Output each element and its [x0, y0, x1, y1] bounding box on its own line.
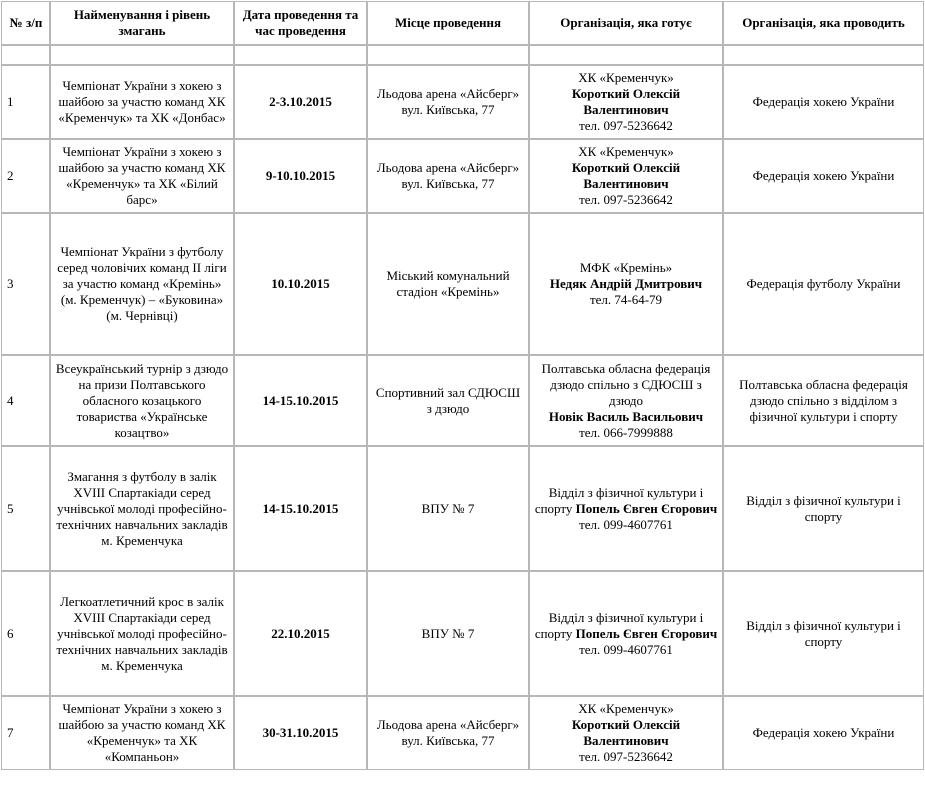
row-org: Федерація хокею України [723, 696, 924, 770]
spacer-cell [367, 45, 529, 65]
spacer-cell [529, 45, 723, 65]
row-org: Відділ з фізичної культури і спорту [723, 571, 924, 696]
row-place: Льодова арена «Айсберг» вул. Київська, 77 [367, 696, 529, 770]
events-table [1, 1, 924, 770]
prep-phone: тел. 066-7999888 [579, 424, 673, 440]
prep-org: МФК «Кремінь» [579, 260, 673, 275]
prep-contact: Недяк Андрій Дмитрович [549, 276, 703, 291]
row-place: Льодова арена «Айсберг» вул. Київська, 77 [367, 139, 529, 213]
table-row [1, 446, 924, 571]
prep-phone: тел. 097-5236642 [579, 192, 673, 207]
prep-org: Відділ з фізичної культури і спорту [534, 609, 704, 641]
row-date: 2-3.10.2015 [234, 65, 367, 139]
row-num: 4 [1, 355, 50, 446]
row-num: 1 [1, 65, 50, 139]
prep-contact: Попель Євген Єгорович [575, 500, 718, 516]
prep-contact: Короткий Олексій Валентинович [571, 86, 681, 117]
row-name: Всеукраїнський турнір з дзюдо на призи Полтавського обласного козацького товариства «Українське козацтво» [50, 355, 234, 446]
row-org: Полтавська обласна федерація дзюдо спільно з відділом з фізичної культури і спорту [723, 355, 924, 446]
prep-org: ХК «Кременчук» [578, 144, 674, 159]
row-place: ВПУ № 7 [367, 571, 529, 696]
header-name: Найменування і рівень змагань [50, 1, 234, 45]
prep-org: Полтавська обласна федерація дзюдо спільно з СДЮСШ з дзюдо [541, 360, 711, 408]
prep-phone: тел. 099-4607761 [579, 641, 673, 657]
row-date: 22.10.2015 [234, 571, 367, 696]
row-num: 2 [1, 139, 50, 213]
spacer-cell [723, 45, 924, 65]
header-prep: Організація, яка готує [529, 1, 723, 45]
prep-org: ХК «Кременчук» [578, 70, 674, 85]
row-name: Чемпіонат України з хокею з шайбою за участю команд ХК «Кременчук» та ХК «Компаньон» [50, 696, 234, 770]
prep-phone: тел. 099-4607761 [579, 516, 673, 532]
header-date: Дата проведення та час проведення [234, 1, 367, 45]
spacer-cell [234, 45, 367, 65]
row-name: Чемпіонат України з хокею з шайбою за участю команд ХК «Кременчук» та ХК «Білий барс» [50, 139, 234, 213]
spacer-cell [1, 45, 50, 65]
prep-org: Відділ з фізичної культури і спорту [534, 484, 704, 516]
header-org: Організація, яка проводить [723, 1, 924, 45]
row-org: Федерація хокею України [723, 65, 924, 139]
row-num: 6 [1, 571, 50, 696]
header-num: № з/п [1, 1, 50, 45]
row-prep [529, 446, 723, 571]
table-row [1, 139, 924, 213]
row-place: Льодова арена «Айсберг» вул. Київська, 77 [367, 65, 529, 139]
row-prep [529, 696, 723, 770]
table-row [1, 696, 924, 770]
row-org: Федерація хокею України [723, 139, 924, 213]
spacer-row [1, 45, 924, 65]
row-num: 5 [1, 446, 50, 571]
table-row [1, 213, 924, 355]
row-date: 14-15.10.2015 [234, 446, 367, 571]
header-row [1, 1, 924, 45]
row-date: 10.10.2015 [234, 213, 367, 355]
row-prep [529, 65, 723, 139]
row-name: Змагання з футболу в залік XVIII Спартакіади серед учнівської молоді професійно-технічних навчальних закладів м. Кременчука [50, 446, 234, 571]
row-name: Легкоатлетичний крос в залік XVIII Спартакіади серед учнівської молоді професійно-технічних навчальних закладів м. Кременчука [50, 571, 234, 696]
prep-phone: тел. 74-64-79 [589, 292, 663, 307]
row-num: 7 [1, 696, 50, 770]
prep-contact: Новік Василь Васильович [548, 408, 704, 424]
row-name: Чемпіонат України з хокею з шайбою за участю команд ХК «Кременчук» та ХК «Донбас» [50, 65, 234, 139]
row-prep [529, 355, 723, 446]
row-prep [529, 571, 723, 696]
row-place: Спортивний зал СДЮСШ з дзюдо [367, 355, 529, 446]
row-place: Міський комунальний стадіон «Кремінь» [367, 213, 529, 355]
row-num: 3 [1, 213, 50, 355]
row-org: Відділ з фізичної культури і спорту [723, 446, 924, 571]
prep-contact: Короткий Олексій Валентинович [571, 717, 681, 748]
row-date: 9-10.10.2015 [234, 139, 367, 213]
prep-phone: тел. 097-5236642 [579, 118, 673, 133]
row-date: 14-15.10.2015 [234, 355, 367, 446]
spacer-cell [50, 45, 234, 65]
prep-contact: Попель Євген Єгорович [575, 625, 718, 641]
prep-contact: Короткий Олексій Валентинович [571, 160, 681, 191]
table-row [1, 355, 924, 446]
row-prep [529, 139, 723, 213]
row-name: Чемпіонат України з футболу серед чоловічих команд ІІ ліги за участю команд «Кремінь» (м. Кременчук) – «Буковина» (м. Чернівці) [50, 213, 234, 355]
header-place: Місце проведення [367, 1, 529, 45]
prep-org: ХК «Кременчук» [578, 701, 674, 716]
table-row [1, 65, 924, 139]
row-prep [529, 213, 723, 355]
table-row [1, 571, 924, 696]
prep-phone: тел. 097-5236642 [579, 749, 673, 764]
row-date: 30-31.10.2015 [234, 696, 367, 770]
row-org: Федерація футболу України [723, 213, 924, 355]
row-place: ВПУ № 7 [367, 446, 529, 571]
